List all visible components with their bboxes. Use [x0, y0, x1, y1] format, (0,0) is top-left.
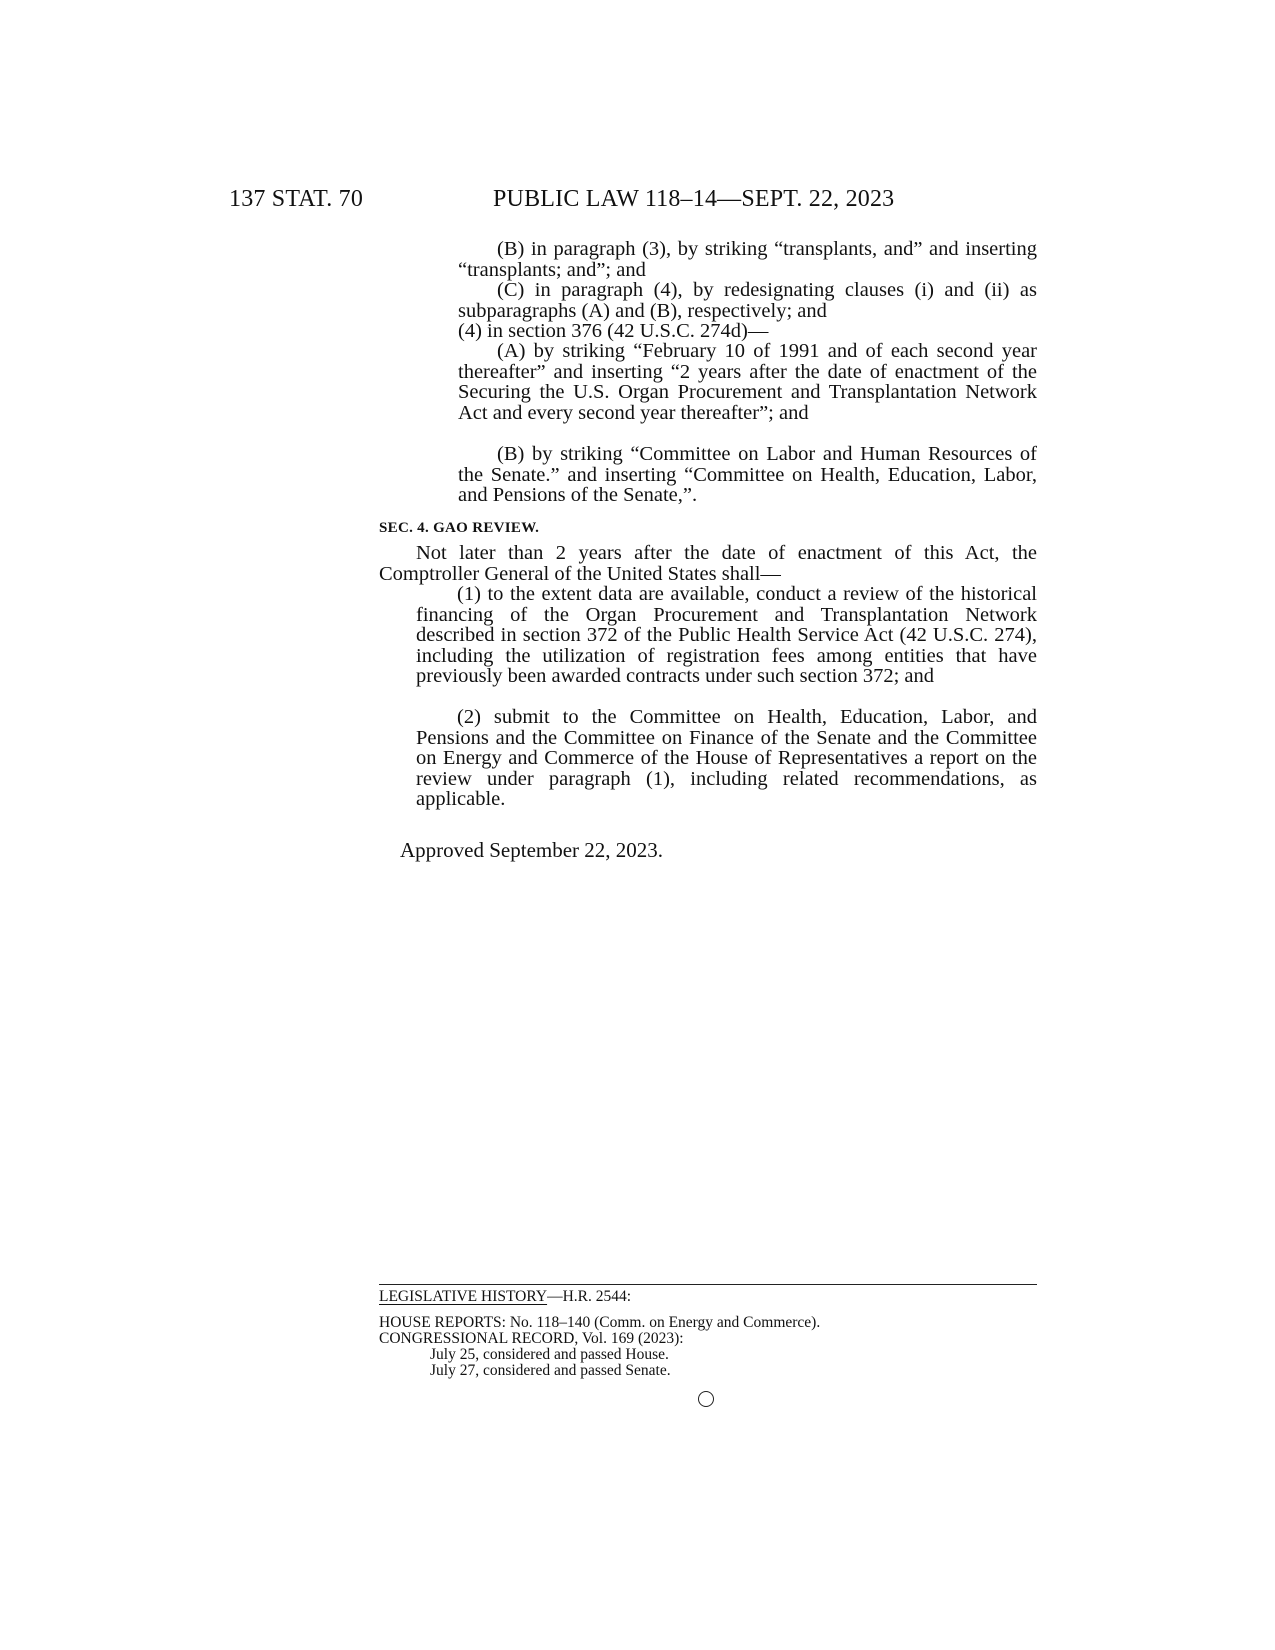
page-reference: 137 STAT. 70 — [229, 186, 364, 212]
section-4-item-2: (2) submit to the Committee on Health, Education, Labor, and Pensions and the Committee on Finance of the Senate and the Committee on Energy and Commerce of the House of Representatives a report on the review under paragraph (1), including related recommendations, as applicable. — [416, 706, 1037, 811]
section-4-intro: Not later than 2 years after the date of enactment of this Act, the Comptroller General of the United States shall— — [379, 542, 1037, 585]
house-action-line: July 25, considered and passed House. — [430, 1346, 669, 1363]
paragraph-4-amendment: (4) in section 376 (42 U.S.C. 274d)— — [458, 320, 769, 342]
legislative-history-bill: —H.R. 2544: — [547, 1288, 632, 1305]
senate-action-line: July 27, considered and passed Senate. — [430, 1362, 671, 1379]
paragraph-b-amendment: (B) in paragraph (3), by striking “transplants, and” and inserting “transplants; and”; and — [458, 238, 1037, 281]
paragraph-c-amendment: (C) in paragraph (4), by redesignating clauses (i) and (ii) as subparagraphs (A) and (B), respectively; and — [458, 279, 1037, 322]
approval-date: Approved September 22, 2023. — [400, 838, 664, 862]
section-4-item-1: (1) to the extent data are available, conduct a review of the historical financing of the Organ Procurement and Transplantation Network described in section 372 of the Public Health Service Act (42 U.S.C. 274), including the utilization of registration fees among entities that have previously been awarded contracts under such section 372; and — [416, 583, 1037, 688]
subparagraph-b-amendment: (B) by striking “Committee on Labor and Human Resources of the Senate.” and inserting “Committee on Health, Education, Labor, and Pensions of the Senate,”. — [458, 443, 1037, 507]
congressional-record-line: CONGRESSIONAL RECORD, Vol. 169 (2023): — [379, 1330, 684, 1347]
legislative-history-heading — [379, 1288, 631, 1306]
end-of-document-circle-icon — [698, 1391, 714, 1407]
legislative-history-title: LEGISLATIVE HISTORY — [379, 1288, 548, 1305]
subparagraph-a-amendment: (A) by striking “February 10 of 1991 and of each second year thereafter” and inserting “2 years after the date of enactment of the Securing the U.S. Organ Procurement and Transplantation Network Act and every second year thereafter”; and — [458, 340, 1037, 424]
section-4-heading: SEC. 4. GAO REVIEW. — [379, 520, 540, 536]
running-head-title: PUBLIC LAW 118–14—SEPT. 22, 2023 — [493, 186, 895, 212]
house-reports-line: HOUSE REPORTS: No. 118–140 (Comm. on Energy and Commerce). — [379, 1314, 821, 1331]
footnote-rule — [379, 1284, 1037, 1285]
